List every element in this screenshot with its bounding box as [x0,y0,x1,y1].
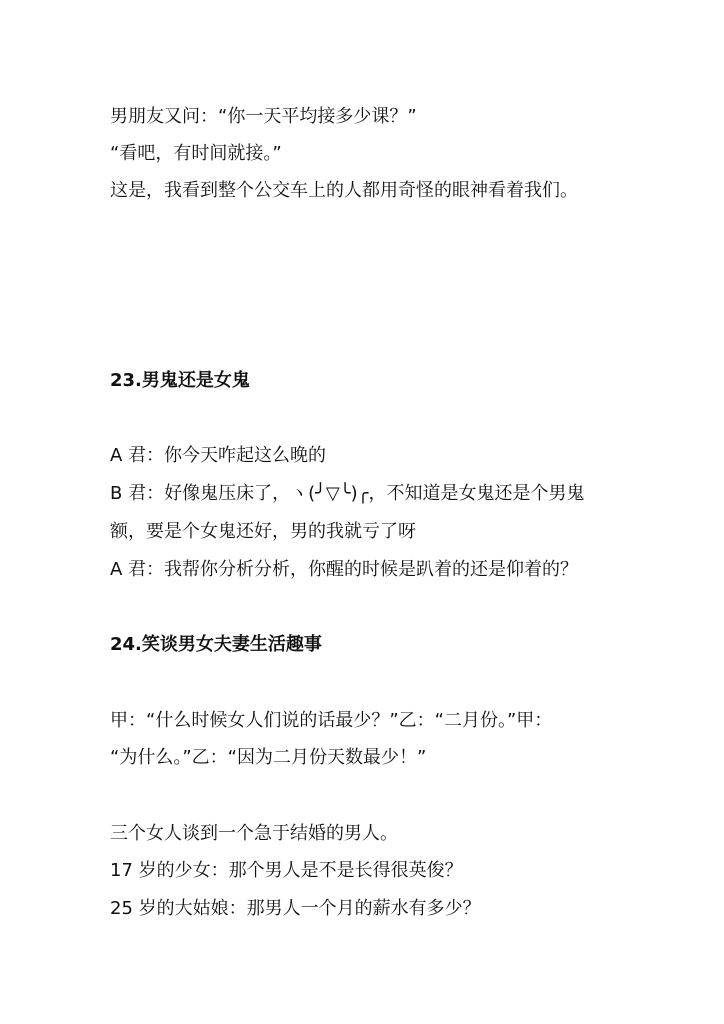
text-line: A 君：我帮你分析分析，你醒的时候是趴着的还是仰着的？ [110,559,579,580]
text-line: “看吧，有时间就接。” [110,143,282,164]
text-line: 甲：“什么时候女人们说的话最少？”乙：“二月份。”甲： [110,710,553,731]
text-line: 三个女人谈到一个急于结婚的男人。 [110,823,398,844]
section-heading-24: 24.笑谈男女夫妻生活趣事 [110,634,322,655]
text-line: 额，要是个女鬼还好，男的我就亏了呀 [110,521,416,542]
text-line: 25 岁的大姑娘：那男人一个月的薪水有多少？ [110,898,481,919]
text-line: A 君：你今天咋起这么晚的 [110,445,327,466]
text-line: 男朋友又问：“你一天平均接多少课？” [110,106,417,127]
text-line: 17 岁的少女：那个男人是不是长得很英俊？ [110,860,463,881]
text-line: B 君：好像鬼压床了，ヽ(╯▽╰)╭，不知道是女鬼还是个男鬼 [110,483,585,504]
section-heading-23: 23.男鬼还是女鬼 [110,370,250,391]
text-line: 这是，我看到整个公交车上的人都用奇怪的眼神看着我们。 [110,180,578,201]
text-line: “为什么。”乙：“因为二月份天数最少！” [110,747,427,768]
